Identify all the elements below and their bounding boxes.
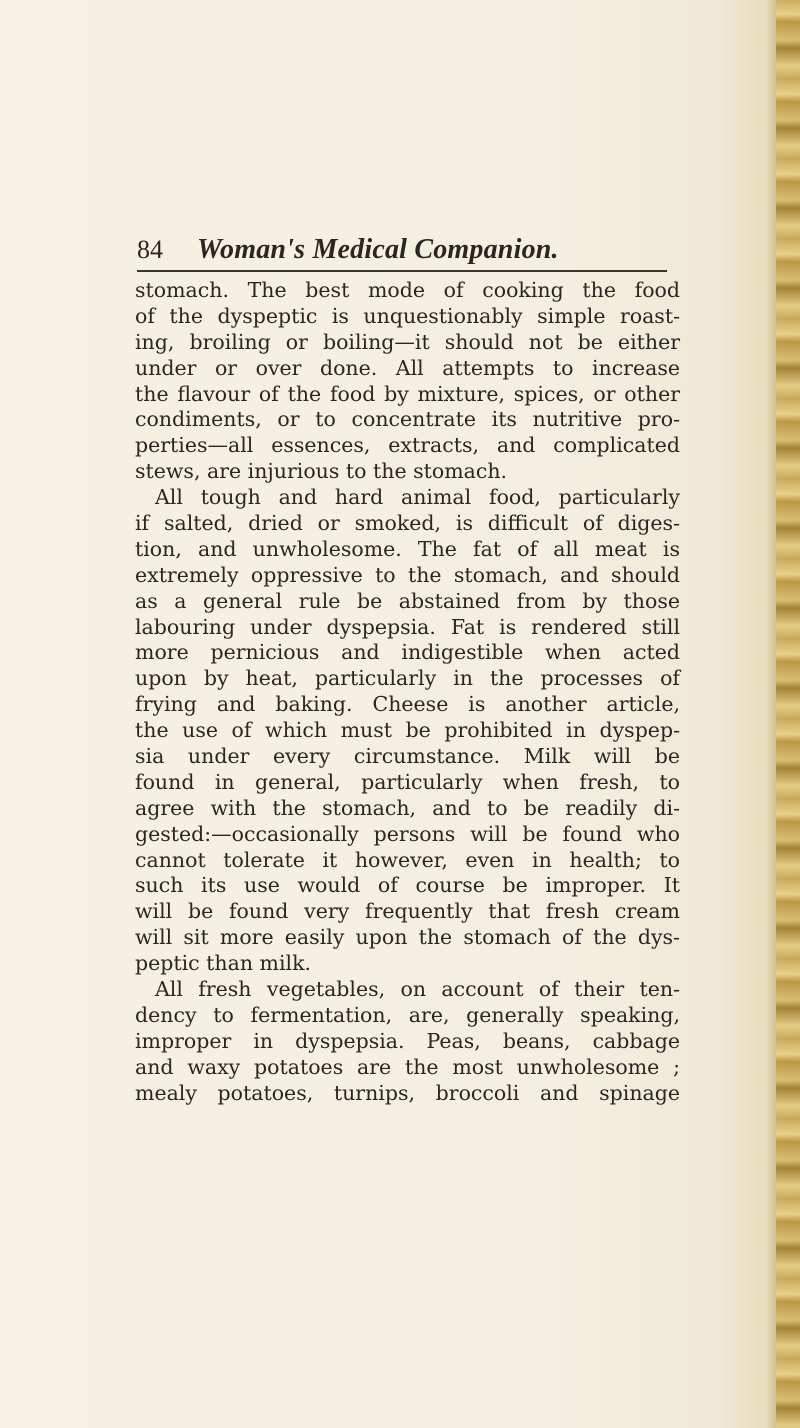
- text-line: of the dyspeptic is unquestionably simple roast-: [135, 303, 680, 328]
- text-line: sia under every circumstance. Milk will be: [135, 744, 680, 769]
- text-line: the flavour of the food by mixture, spices, or other: [135, 381, 680, 406]
- text-line: if salted, dried or smoked, is difficult of diges-: [135, 511, 680, 536]
- text-line: condiments, or to concentrate its nutritive pro-: [135, 407, 680, 432]
- text-line: perties—all essences, extracts, and complicated: [135, 433, 680, 458]
- header-rule: [137, 270, 667, 272]
- text-line: will sit more easily upon the stomach of the dys-: [135, 925, 680, 950]
- text-line: under or over done. All attempts to increase: [135, 355, 680, 380]
- text-line: found in general, particularly when fresh, to: [135, 769, 680, 794]
- text-line: agree with the stomach, and to be readily di-: [135, 795, 680, 820]
- running-title: Woman's Medical Companion.: [197, 234, 559, 265]
- text-line: upon by heat, particularly in the processes of: [135, 666, 680, 691]
- text-line: peptic than milk.: [135, 951, 312, 976]
- text-line: tion, and unwholesome. The fat of all meat is: [135, 536, 680, 561]
- page-header: [137, 232, 667, 272]
- text-line: labouring under dyspepsia. Fat is rendered still: [135, 614, 680, 639]
- text-line: frying and baking. Cheese is another article,: [135, 692, 680, 717]
- text-line: as a general rule be abstained from by those: [135, 588, 680, 613]
- text-line: extremely oppressive to the stomach, and should: [135, 562, 680, 587]
- text-line: stews, are injurious to the stomach.: [135, 459, 508, 484]
- body-text: [135, 278, 680, 1107]
- text-line: mealy potatoes, turnips, broccoli and spinage: [135, 1080, 680, 1105]
- text-line: gested:—occasionally persons will be found who: [135, 821, 680, 846]
- text-line: more pernicious and indigestible when acted: [135, 640, 680, 665]
- page-edge: [776, 0, 800, 1428]
- text-line: and waxy potatoes are the most unwholesome ;: [135, 1054, 680, 1079]
- text-line: improper in dyspepsia. Peas, beans, cabbage: [135, 1028, 680, 1053]
- text-line: All fresh vegetables, on account of their ten-: [155, 977, 680, 1002]
- text-line: All tough and hard animal food, particularly: [155, 485, 680, 510]
- page-number: 84: [137, 235, 163, 264]
- binding-shadow: [766, 0, 776, 1428]
- text-line: dency to fermentation, are, generally speaking,: [135, 1002, 680, 1027]
- text-line: such its use would of course be improper. It: [135, 873, 680, 898]
- text-line: cannot tolerate it however, even in health; to: [135, 847, 680, 872]
- text-line: the use of which must be prohibited in dyspep-: [135, 718, 680, 743]
- text-line: stomach. The best mode of cooking the food: [135, 278, 680, 302]
- text-line: will be found very frequently that fresh cream: [135, 899, 680, 924]
- text-line: ing, broiling or boiling—it should not be either: [135, 329, 680, 354]
